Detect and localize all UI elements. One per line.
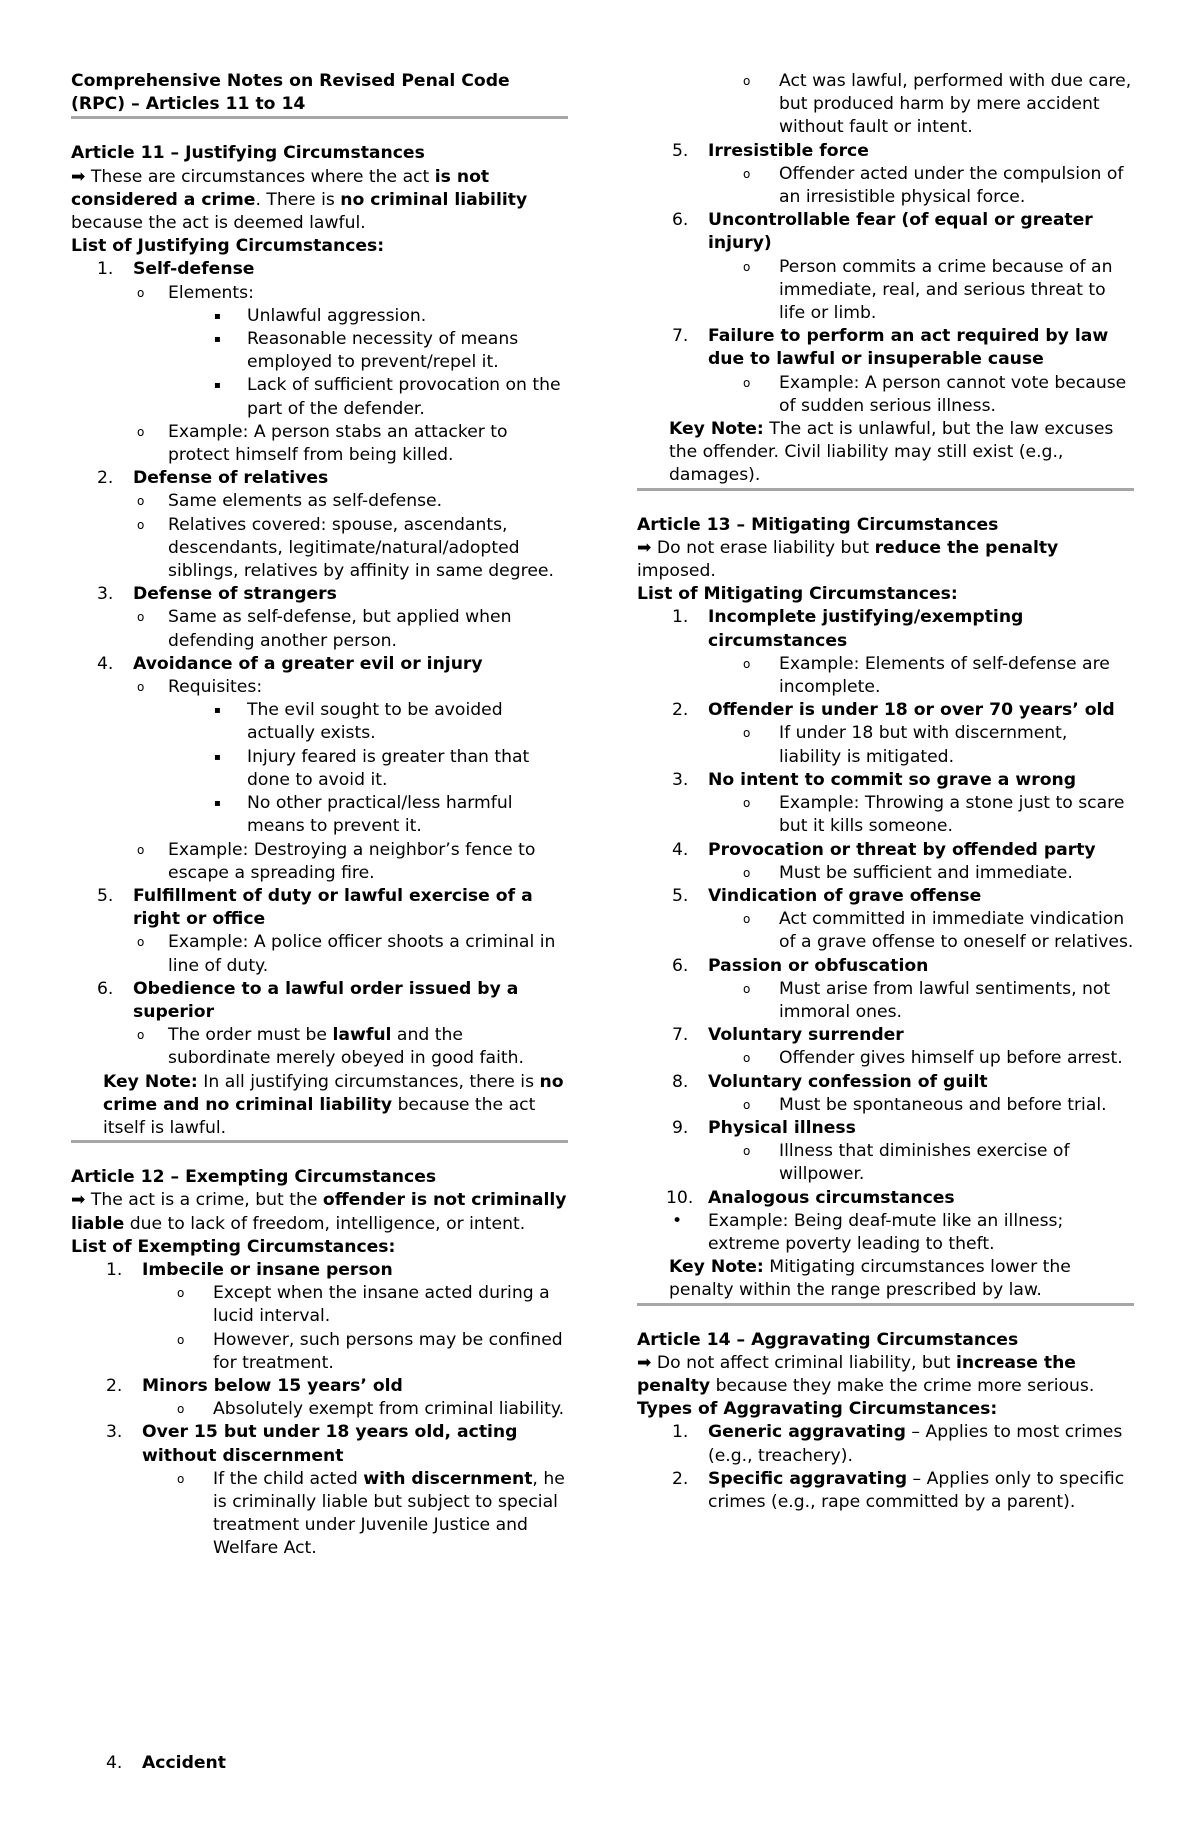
list-item: 2. Specific aggravating – Applies only to specific crimes (e.g., rape committed by a parent).	[672, 1468, 1125, 1512]
sub-item: o Except when the insane acted during a lucid interval.	[177, 1283, 550, 1327]
article-13-section	[637, 514, 1134, 1306]
list-item: 2. Minors below 15 years’ old	[106, 1375, 403, 1396]
sub-item: o Same elements as self-defense.	[71, 490, 568, 513]
circle-bullet-icon: o	[743, 1144, 751, 1159]
circle-bullet-icon: o	[743, 74, 751, 88]
sub-item: o Example: A person stabs an attacker to protect himself from being killed.	[137, 421, 508, 466]
circle-bullet-icon: o	[743, 1051, 751, 1066]
circle-bullet-icon: o	[137, 680, 145, 695]
sub-sub-item: ▪ Lack of sufficient provocation on the part of the defender.	[214, 375, 561, 419]
circle-bullet-icon: o	[743, 1097, 751, 1112]
sub-item: o Must be sufficient and immediate.	[637, 862, 1134, 885]
list-item: 1. Generic aggravating – Applies to most crimes (e.g., treachery).	[672, 1422, 1123, 1466]
sub-item: o Relatives covered: spouse, ascendants, descendants, legitimate/natural/adopted siblings, relatives by affinity in same degree.	[137, 514, 554, 582]
list-item: 3. No intent to commit so grave a wrong	[672, 769, 1077, 790]
sub-item: o Offender gives himself up before arrest.	[637, 1047, 1134, 1070]
sub-item: o Must be spontaneous and before trial.	[637, 1094, 1134, 1117]
list-item: 7. Failure to perform an act required by law due to lawful or insuperable cause	[672, 326, 1109, 370]
circle-bullet-icon: o	[137, 517, 145, 532]
list-item: 1. Self-defense	[97, 259, 255, 280]
sub-sub-item: ▪ No other practical/less harmful means to prevent it.	[214, 793, 513, 837]
list-item: 1. Imbecile or insane person	[106, 1259, 393, 1280]
sub-item: o Example: Destroying a neighbor’s fence to escape a spreading fire.	[137, 839, 536, 883]
sub-item: o Example: Throwing a stone just to scare but it kills someone.	[743, 793, 1125, 837]
bullet-item: • Example: Being deaf-mute like an illness; extreme poverty leading to theft.	[672, 1210, 1064, 1254]
square-bullet-icon: ▪	[214, 310, 221, 322]
list-item: 4. Avoidance of a greater evil or injury	[97, 653, 483, 674]
list-item: 6. Obedience to a lawful order issued by a superior	[97, 978, 519, 1022]
square-bullet-icon: ▪	[214, 751, 221, 763]
article-13-list-heading: List of Mitigating Circumstances:	[637, 584, 958, 605]
circle-bullet-icon: o	[743, 796, 751, 811]
article-11-key-note: Key Note: In all justifying circumstances, there is no crime and no criminal liability because the act itself is lawful.	[71, 1071, 568, 1144]
article-14-intro: ➡ Do not affect criminal liability, but increase the penalty because they make the crime more serious.	[637, 1352, 1095, 1396]
circle-bullet-icon: o	[743, 656, 751, 671]
circle-bullet-icon: o	[177, 1332, 185, 1347]
circle-bullet-icon: o	[743, 726, 751, 741]
sub-item: o Must arise from lawful sentiments, not immoral ones.	[743, 978, 1111, 1022]
document-title: Comprehensive Notes on Revised Penal Code (RPC) – Articles 11 to 14	[71, 70, 568, 119]
list-item: 2. Defense of relatives	[97, 468, 329, 489]
article-12-intro: ➡ The act is a crime, but the offender is not criminally liable due to lack of freedom, intelligence, or intent.	[71, 1190, 567, 1234]
circle-bullet-icon: o	[743, 865, 751, 880]
list-item: 1. Incomplete justifying/exempting circumstances	[672, 607, 1024, 651]
sub-item: o Act committed in immediate vindication of a grave offense to oneself or relatives.	[743, 909, 1134, 953]
sub-item: o Same as self-defense, but applied when defending another person.	[137, 607, 512, 651]
sub-sub-item: ▪ Unlawful aggression.	[71, 305, 568, 328]
square-bullet-icon: ▪	[214, 798, 221, 810]
list-item: 10. Analogous circumstances	[666, 1187, 955, 1208]
article-13-key-note: Key Note: Mitigating circumstances lower the penalty within the range prescribed by law.	[637, 1256, 1134, 1305]
square-bullet-icon: ▪	[214, 705, 221, 717]
circle-bullet-icon: o	[177, 1471, 185, 1486]
sub-item: o However, such persons may be confined for treatment.	[177, 1329, 563, 1373]
list-item: 6. Uncontrollable fear (of equal or greater injury)	[672, 210, 1093, 254]
circle-bullet-icon: o	[137, 285, 145, 300]
circle-bullet-icon: o	[137, 935, 145, 950]
circle-bullet-icon: o	[743, 259, 751, 274]
sub-item: o Example: Elements of self-defense are incomplete.	[743, 653, 1110, 698]
article-12-list-heading: List of Exempting Circumstances:	[71, 1236, 396, 1257]
sub-item: o If the child acted with discernment, he is criminally liable but subject to special treatment under Juvenile Justice and Welfare Act.	[177, 1468, 565, 1559]
article-11-list-heading: List of Justifying Circumstances:	[71, 236, 385, 257]
list-item: 8. Voluntary confession of guilt	[672, 1071, 988, 1092]
right-column	[637, 70, 1134, 1514]
list-item: 3. Defense of strangers	[97, 584, 337, 605]
article-13-intro: ➡ Do not erase liability but reduce the penalty imposed.	[637, 537, 1059, 582]
circle-bullet-icon: o	[177, 1402, 185, 1417]
sub-item: o Act was lawful, performed with due care, but produced harm by mere accident without fault or intent.	[743, 71, 1132, 138]
article-12-key-note: Key Note: The act is unlawful, but the law excuses the offender. Civil liability may still exist (e.g., damages).	[637, 418, 1134, 491]
sub-item: o Example: A police officer shoots a criminal in line of duty.	[137, 932, 556, 976]
article-14-list-heading: Types of Aggravating Circumstances:	[637, 1399, 998, 1420]
sub-sub-item: ▪ The evil sought to be avoided actually exists.	[214, 700, 503, 744]
sub-item: o Elements:	[71, 282, 568, 305]
article-14-heading: Article 14 – Aggravating Circumstances	[637, 1329, 1019, 1350]
sub-item: o The order must be lawful and the subordinate merely obeyed in good faith.	[137, 1025, 524, 1069]
circle-bullet-icon: o	[137, 610, 145, 625]
list-item: 5. Irresistible force	[672, 140, 869, 161]
sub-item: o Requisites:	[71, 676, 568, 699]
circle-bullet-icon: o	[137, 1028, 145, 1043]
circle-bullet-icon: o	[743, 375, 751, 390]
list-item: 6. Passion or obfuscation	[672, 955, 929, 976]
circle-bullet-icon: o	[743, 912, 751, 927]
dot-bullet-icon: •	[672, 1210, 683, 1231]
sub-item: o If under 18 but with discernment, liability is mitigated.	[743, 723, 1068, 767]
sub-item: o Example: A person cannot vote because of sudden serious illness.	[743, 372, 1127, 416]
sub-item: o Illness that diminishes exercise of willpower.	[743, 1141, 1070, 1185]
list-item: 4. Accident	[106, 1753, 226, 1773]
article-14-section	[637, 1329, 1134, 1515]
list-item: 3. Over 15 but under 18 years old, acting without discernment	[106, 1422, 518, 1466]
sub-item: o Person commits a crime because of an immediate, real, and serious threat to life or limb.	[743, 256, 1113, 324]
circle-bullet-icon: o	[177, 1286, 185, 1301]
square-bullet-icon: ▪	[214, 334, 221, 346]
sub-item: o Absolutely exempt from criminal liability.	[71, 1398, 568, 1421]
sub-item: o Offender acted under the compulsion of an irresistible physical force.	[743, 163, 1124, 208]
article-13-heading: Article 13 – Mitigating Circumstances	[637, 514, 999, 535]
circle-bullet-icon: o	[137, 494, 145, 509]
list-item: 4. Provocation or threat by offended party	[672, 839, 1096, 860]
sub-sub-item: ▪ Injury feared is greater than that done to avoid it.	[214, 746, 530, 790]
article-11-heading: Article 11 – Justifying Circumstances	[71, 143, 425, 164]
article-12-heading: Article 12 – Exempting Circumstances	[71, 1167, 437, 1188]
list-item: 7. Voluntary surrender	[672, 1025, 904, 1046]
list-item: 5. Vindication of grave offense	[672, 885, 982, 906]
circle-bullet-icon: o	[743, 166, 751, 181]
circle-bullet-icon: o	[137, 424, 145, 439]
circle-bullet-icon: o	[743, 981, 751, 996]
left-column	[71, 70, 568, 1773]
list-item: 5. Fulfillment of duty or lawful exercise of a right or office	[97, 885, 533, 930]
square-bullet-icon: ▪	[214, 380, 221, 392]
circle-bullet-icon: o	[137, 842, 145, 857]
list-item: 2. Offender is under 18 or over 70 years’ old	[672, 700, 1115, 721]
article-11-section	[71, 142, 568, 1143]
list-item: 9. Physical illness	[672, 1117, 856, 1138]
sub-sub-item: ▪ Reasonable necessity of means employed to prevent/repel it.	[214, 329, 519, 373]
article-12-section	[71, 1166, 568, 1773]
article-11-intro: ➡ These are circumstances where the act is not considered a crime. There is no criminal liability because the act is deemed lawful.	[71, 166, 528, 234]
